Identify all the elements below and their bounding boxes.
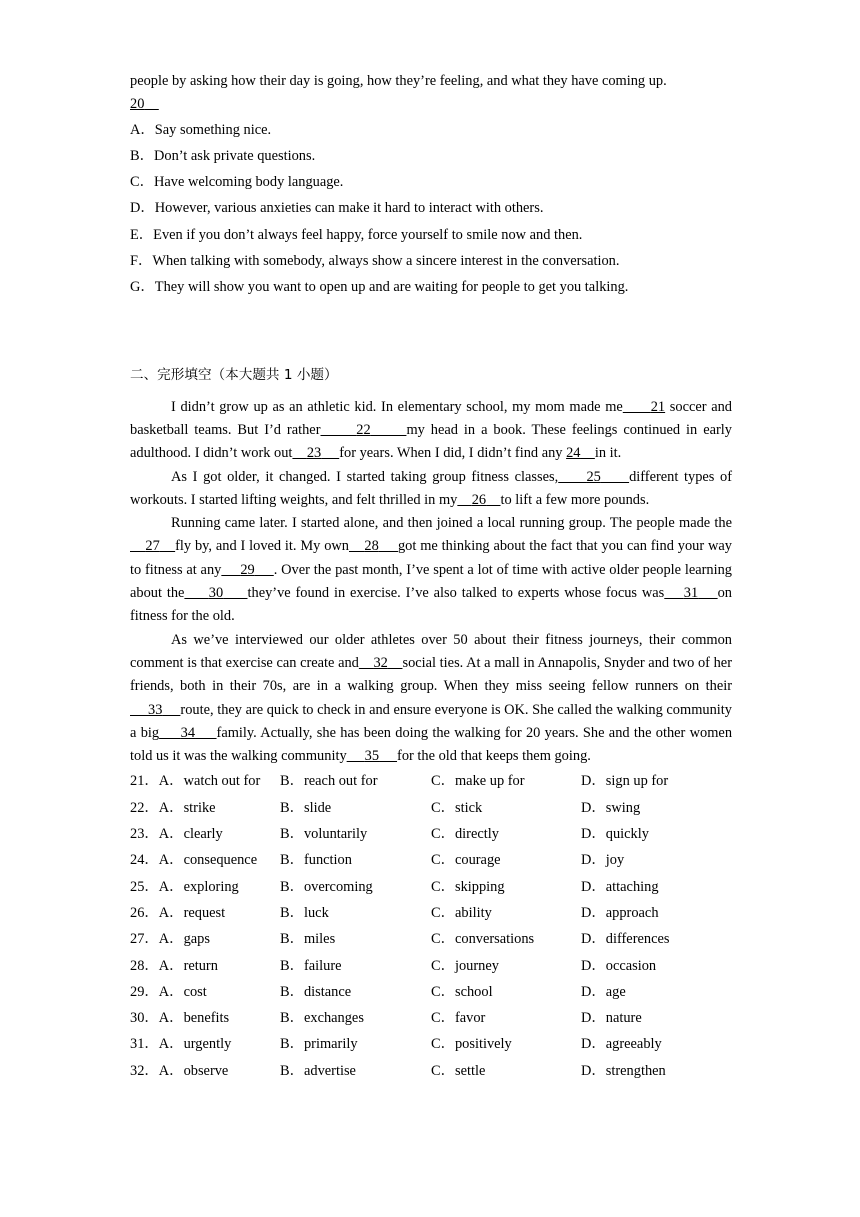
choice-row-27 xyxy=(130,926,732,952)
option-f: F．When talking with somebody, always show a sincere interest in the conversation. xyxy=(130,253,620,270)
paragraph-4: As we’ve interviewed our older athletes over 50 about their fitness journeys, their common comment is that exercise can create and 32 social ties. At a mall in Annapolis, Snyder and two of her friends, both in their 70s, are in a walking group. When they miss seeing fellow runners on their 33 route, they are quick to check in and ensure everyone is OK. She called the walking community a big 34 family. Actually, she has been doing the walking for 20 years. She and the other women told us it was the walking community 35 for the old that keeps them going. xyxy=(130,631,733,765)
choice-a: 31．A．urgently xyxy=(130,1036,232,1053)
choice-b: B．reach out for xyxy=(280,773,378,790)
option-a: A．Say something nice. xyxy=(130,121,272,138)
choice-row-22 xyxy=(130,795,732,821)
choice-b: B．advertise xyxy=(280,1062,356,1079)
choice-a: 23．A．clearly xyxy=(130,826,223,843)
choice-a: 22．A．strike xyxy=(130,799,216,816)
choice-row-21 xyxy=(130,768,732,794)
blank-25: 25 xyxy=(586,468,601,485)
choice-a: 29．A．cost xyxy=(130,983,207,1000)
blank-30: 30 xyxy=(208,585,224,602)
blank-29: 29 xyxy=(240,561,255,578)
choice-row-25 xyxy=(130,874,732,900)
choice-a: 28．A．return xyxy=(130,957,218,974)
choice-a: 21．A．watch out for xyxy=(130,773,261,790)
choice-a: 27．A．gaps xyxy=(130,931,210,948)
choice-d: D．sign up for xyxy=(581,773,669,790)
blank-28: 28 xyxy=(364,538,379,555)
choice-b: B．primarily xyxy=(280,1036,358,1053)
choice-c: C．school xyxy=(431,983,493,1000)
paragraph-1: I didn’t grow up as an athletic kid. In elementary school, my mom made me 21 soccer and basketball teams. But I’d rather 22 my head in a book. These feelings continued in early adulthood. I didn’t work out 23 for years. When I did, I didn’t find any 24 in it. xyxy=(130,398,732,462)
passage-text: people by asking how their day is going, how they’re feeling, and what they have coming up. xyxy=(130,73,667,89)
blank-34: 34 xyxy=(180,724,196,741)
choice-b: B．distance xyxy=(280,983,352,1000)
choice-a: 24．A．consequence xyxy=(130,852,258,869)
choice-b: B．overcoming xyxy=(280,878,373,895)
option-d: D．However, various anxieties can make it hard to interact with others. xyxy=(130,200,544,217)
option-e: E．Even if you don’t always feel happy, force yourself to smile now and then. xyxy=(130,226,583,243)
answer-choices xyxy=(130,768,732,1084)
choice-a: 26．A．request xyxy=(130,904,226,921)
choice-c: C．make up for xyxy=(431,773,525,790)
blank-33: 33 xyxy=(148,701,163,718)
blank-21: 21 xyxy=(650,398,666,415)
choice-c: C．ability xyxy=(431,904,492,921)
choice-d: D．agreeably xyxy=(581,1036,662,1053)
choice-d: D．quickly xyxy=(581,826,649,843)
blank-31: 31 xyxy=(683,585,699,602)
choice-d: D．attaching xyxy=(581,878,659,895)
choice-c: C．conversations xyxy=(431,931,535,948)
choice-row-29 xyxy=(130,979,732,1005)
choice-c: C．directly xyxy=(431,826,499,843)
choice-b: B．exchanges xyxy=(280,1010,364,1027)
choice-b: B．miles xyxy=(280,931,336,948)
previous-passage-tail xyxy=(130,70,732,117)
paragraph-2: As I got older, it changed. I started taking group fitness classes, 25 different types of workouts. I started lifting weights, and felt thrilled in my 26 to lift a few more pounds. xyxy=(130,468,733,508)
choice-row-30 xyxy=(130,1005,732,1031)
choice-d: D．differences xyxy=(581,931,670,948)
choice-d: D．age xyxy=(581,983,626,1000)
choice-a: 30．A．benefits xyxy=(130,1010,230,1027)
seven-options-list xyxy=(130,117,732,301)
option-g: G．They will show you want to open up and are waiting for people to get you talking. xyxy=(130,279,629,296)
choice-c: C．favor xyxy=(431,1010,486,1027)
blank-35: 35 xyxy=(364,748,380,765)
choice-d: D．swing xyxy=(581,799,641,816)
option-c: C．Have welcoming body language. xyxy=(130,174,344,191)
choice-b: B．failure xyxy=(280,957,342,974)
choice-a: 32．A．observe xyxy=(130,1062,229,1079)
blank-32: 32 xyxy=(373,654,388,671)
cloze-passage xyxy=(130,396,732,769)
choice-c: C．stick xyxy=(431,799,483,816)
choice-d: D．approach xyxy=(581,904,659,921)
choice-row-28 xyxy=(130,953,732,979)
choice-c: C．skipping xyxy=(431,878,505,895)
choice-row-32 xyxy=(130,1058,732,1084)
choice-c: C．journey xyxy=(431,957,499,974)
choice-b: B．luck xyxy=(280,904,329,921)
choice-c: C．settle xyxy=(431,1062,486,1079)
choice-b: B．function xyxy=(280,852,352,869)
option-b: B．Don’t ask private questions. xyxy=(130,147,316,164)
choice-c: C．positively xyxy=(431,1036,512,1053)
blank-24: 24 xyxy=(566,445,581,462)
choice-row-23 xyxy=(130,821,732,847)
choice-b: B．slide xyxy=(280,799,332,816)
choice-row-26 xyxy=(130,900,732,926)
choice-row-24 xyxy=(130,847,732,873)
choice-d: D．nature xyxy=(581,1010,642,1027)
blank-26: 26 xyxy=(471,491,487,508)
choice-d: D．joy xyxy=(581,852,625,869)
document-page xyxy=(130,70,732,1084)
choice-d: D．strengthen xyxy=(581,1062,666,1079)
choice-a: 25．A．exploring xyxy=(130,878,239,895)
blank-27: 27 xyxy=(145,538,160,555)
section-title: 二、完形填空（本大题共 1 小题） xyxy=(130,366,338,383)
choice-b: B．voluntarily xyxy=(280,826,368,843)
choice-row-31 xyxy=(130,1031,732,1057)
blank-20: 20 xyxy=(130,96,145,113)
paragraph-3: Running came later. I started alone, and then joined a local running group. The people made the 27 fly by, and I loved it. My own 28 got me thinking about the fact that you can find your way to fitness at any 29 . Over the past month, I’ve spent a lot of time with active older people learning about the 30 they’ve found in exercise. I’ve also talked to experts whose focus was 31 on fitness for the old. xyxy=(130,515,732,625)
blank-22: 22 xyxy=(356,421,371,438)
blank-23: 23 xyxy=(306,445,322,462)
choice-d: D．occasion xyxy=(581,957,657,974)
choice-c: C．courage xyxy=(431,852,501,869)
